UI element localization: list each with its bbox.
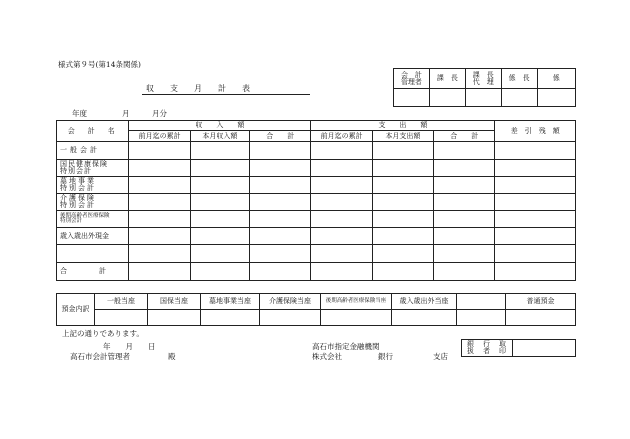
deposit-header: 介護保険当座 [260, 294, 321, 310]
main-table [56, 120, 576, 281]
approval-cell-subsection-chief: 係 長 [501, 69, 537, 89]
expense-month-header: 本月支出額 [372, 131, 433, 142]
approval-stamp-1 [394, 89, 430, 107]
bank-name: 銀行 [378, 352, 393, 361]
deposit-header [457, 294, 506, 310]
account-header: 会 計 名 [57, 121, 129, 142]
approval-cell-staff: 係 [537, 69, 575, 89]
bank-stamp-table [461, 339, 576, 357]
row-label: 後期高齢者医療保険 特別会計 [57, 211, 129, 228]
bank-stamp-label: 銀 行 取 扱 者 印 [462, 340, 513, 357]
approval-cell-accountant: 会 計 管理者 [394, 69, 430, 89]
form-number: 様式第９号(第14条関係) [58, 60, 141, 69]
income-month-header: 本月収入額 [190, 131, 249, 142]
bank-branch: 支店 [433, 352, 448, 361]
table-row [57, 194, 576, 211]
deposit-header: 一般当座 [95, 294, 148, 310]
approval-stamp-3 [465, 89, 501, 107]
row-label: 国民健康保険 特別会計 [57, 160, 129, 177]
income-header: 収 入 額 [129, 121, 311, 131]
approval-stamp-5 [537, 89, 575, 107]
income-total-header: 合 計 [250, 131, 311, 142]
deposit-header: 後期高齢者医療保険当座 [321, 294, 392, 310]
page-title: 収 支 月 計 表 [146, 84, 250, 93]
approval-stamp-4 [501, 89, 537, 107]
table-row [57, 211, 576, 228]
bank-stamp-box [513, 340, 576, 357]
title-underline [142, 94, 310, 95]
row-label-total: 合 計 [57, 263, 129, 281]
table-row [57, 245, 576, 263]
approval-cell-section-chief: 課 長 [429, 69, 465, 89]
row-label: 墓地事業 特別会計 [57, 177, 129, 194]
deposit-header: 普通預金 [506, 294, 576, 310]
row-label: 介護保険 特別会計 [57, 194, 129, 211]
table-row [57, 263, 576, 281]
footer-manager: 高石市会計管理者 [70, 352, 130, 361]
footer-note: 上記の通りであります。 [62, 329, 144, 338]
bank-title: 高石市指定金融機関 [312, 342, 380, 351]
balance-header: 差 引 残 額 [495, 121, 576, 142]
row-label: 歳入歳出外現金 [57, 228, 129, 245]
deposit-header: 歳入歳出外当座 [392, 294, 457, 310]
income-prev-header: 前月迄の累計 [129, 131, 190, 142]
year-label: 年度 [72, 109, 87, 118]
approval-stamp-2 [429, 89, 465, 107]
month-label: 月 [122, 109, 130, 118]
table-row [57, 177, 576, 194]
footer-date: 年 月 日 [103, 342, 156, 351]
table-row [57, 160, 576, 177]
deposit-table [56, 293, 576, 326]
table-row [57, 142, 576, 160]
bank-company: 株式会社 [312, 352, 342, 361]
expense-total-header: 合 計 [434, 131, 495, 142]
row-label: 一般会計 [57, 142, 129, 160]
expense-prev-header: 前月迄の累計 [311, 131, 372, 142]
approval-table [393, 68, 576, 107]
month-part-label: 月分 [152, 109, 167, 118]
deposit-header: 墓地事業当座 [201, 294, 260, 310]
approval-cell-deputy: 課 長 代 理 [465, 69, 501, 89]
table-row [57, 228, 576, 245]
deposit-label: 預金内訳 [57, 294, 95, 326]
deposit-header: 国保当座 [148, 294, 201, 310]
footer-honorific: 殿 [168, 352, 176, 361]
row-label [57, 245, 129, 263]
expense-header: 支 出 額 [311, 121, 495, 131]
